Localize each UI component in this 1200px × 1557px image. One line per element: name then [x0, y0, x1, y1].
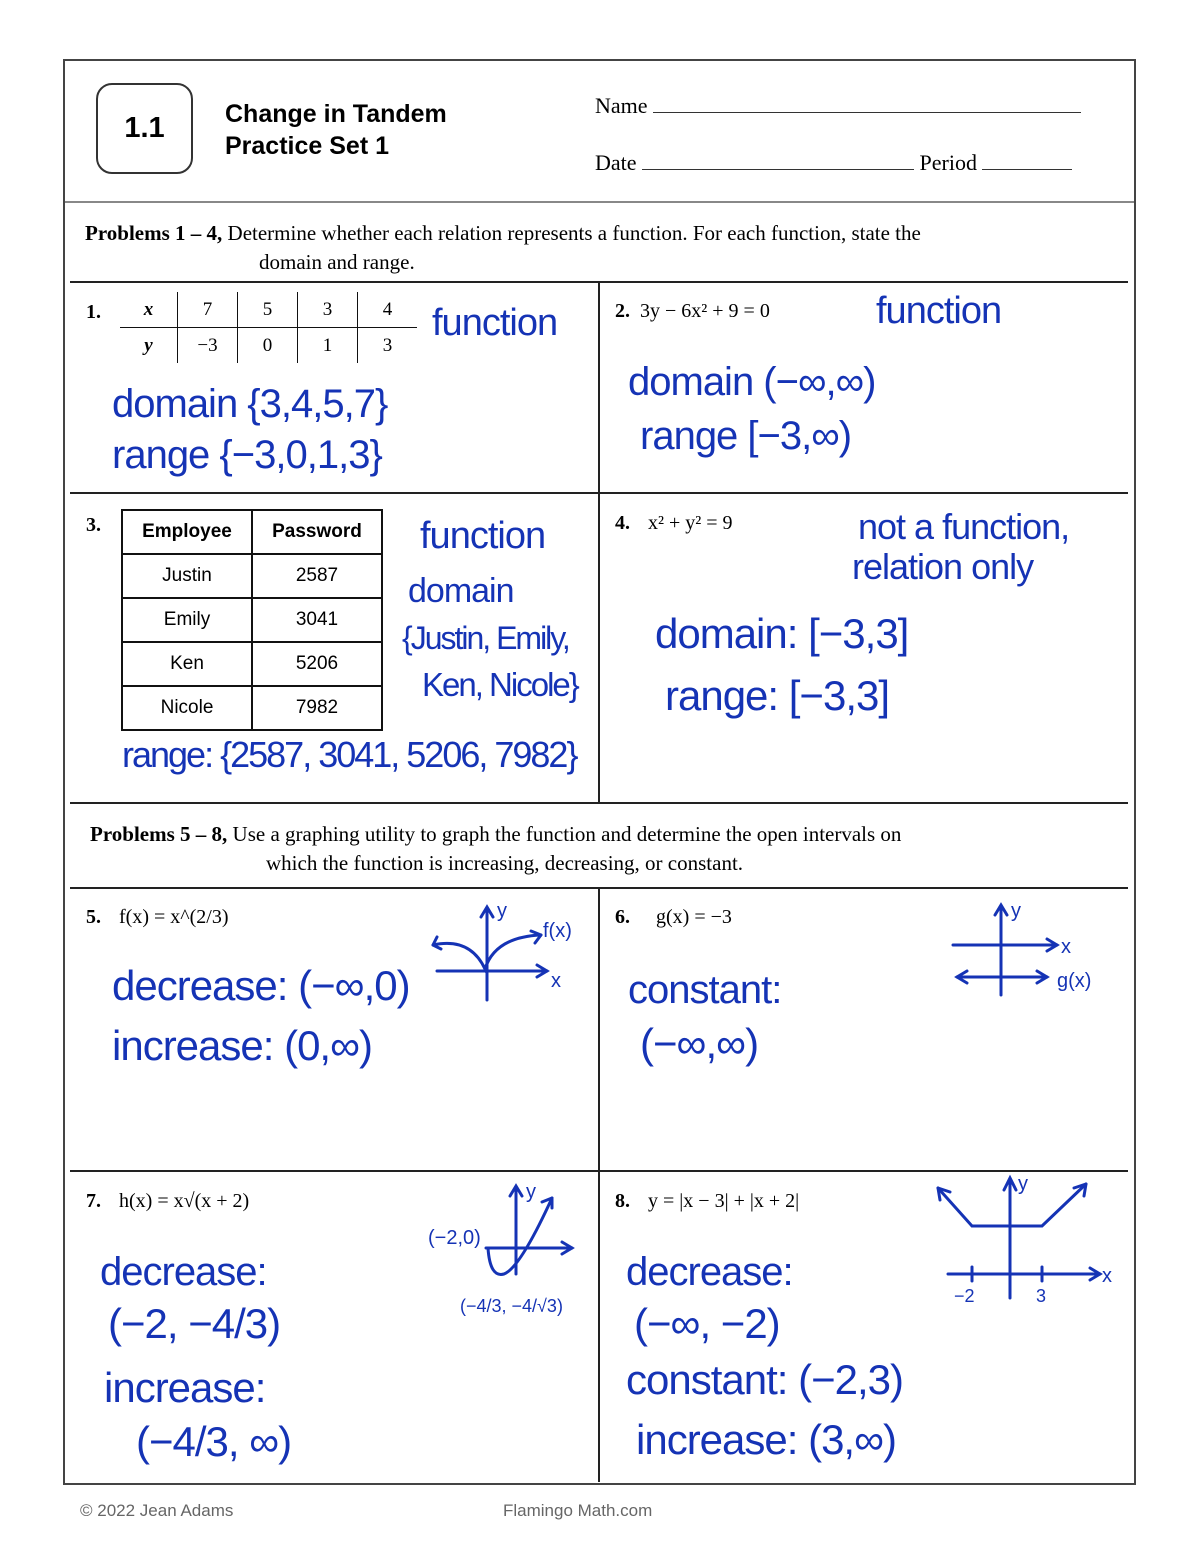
problem6-line1: constant: [628, 968, 782, 1012]
period-label: Period [919, 150, 977, 175]
x-cell: 4 [358, 292, 418, 328]
y-cell: 0 [238, 328, 298, 364]
problem4-answer-line1: not a function, [858, 506, 1070, 547]
problem4-equation: x² + y² = 9 [648, 512, 733, 534]
lesson-badge [96, 83, 193, 174]
problem2-range: range [−3,∞) [640, 414, 852, 458]
section1-text2: domain and range. [259, 250, 415, 274]
password-cell: 7982 [252, 686, 382, 730]
password-header: Password [252, 510, 382, 554]
problem8-line4: increase: (3,∞) [636, 1416, 897, 1463]
problem3-answer: function [420, 515, 546, 557]
problem5-equation: f(x) = x^(2/3) [119, 906, 229, 928]
problem5-line2: increase: (0,∞) [112, 1022, 373, 1069]
x-cell: 7 [178, 292, 238, 328]
section2-text1: Use a graphing utility to graph the function and determine the open intervals on [232, 822, 902, 846]
name-field[interactable] [595, 93, 1081, 119]
title-line2: Practice Set 1 [225, 132, 389, 160]
header-divider [65, 201, 1134, 203]
problem1-xy-table [120, 292, 417, 363]
problem5-header [86, 906, 229, 929]
problem4-number: 4. [615, 512, 630, 534]
problem2-equation: 3y − 6x² + 9 = 0 [640, 300, 770, 322]
problem7-line3: increase: [104, 1364, 266, 1411]
graph-tick-label-pos: 3 [1036, 1286, 1047, 1306]
problem8-line3: constant: (−2,3) [626, 1356, 903, 1403]
graph-y-label: y [497, 900, 507, 922]
section1-text1: Determine whether each relation represents a function. For each function, state the [227, 221, 921, 245]
problem6-equation: g(x) = −3 [656, 906, 732, 928]
problem8-line1: decrease: [626, 1250, 793, 1294]
password-cell: 2587 [252, 554, 382, 598]
section2-text2: which the function is increasing, decreasing, or constant. [266, 851, 744, 875]
graph-curve [938, 1184, 1086, 1226]
problem7-number: 7. [86, 1190, 101, 1212]
title-line1: Change in Tandem [225, 100, 447, 128]
x-header: x [120, 292, 178, 328]
problem7-line4: (−4/3, ∞) [136, 1418, 292, 1465]
y-cell: 3 [382, 334, 393, 356]
y-cell: 1 [298, 328, 358, 364]
password-cell: 3041 [252, 598, 382, 642]
problem4-domain: domain: [−3,3] [655, 610, 909, 657]
graph-point-label-1: (−2,0) [428, 1227, 481, 1249]
problem7-line1: decrease: [100, 1250, 267, 1294]
graph-point-label-2: (−4/3, −4/√3) [460, 1296, 563, 1316]
problem7-header [86, 1190, 249, 1213]
password-cell: 5206 [252, 642, 382, 686]
employee-cell: Nicole [122, 686, 252, 730]
problem6-graph [945, 895, 1125, 1000]
y-header: y [120, 328, 178, 364]
problem3-number: 3. [86, 514, 101, 536]
problem2-domain: domain (−∞,∞) [628, 360, 876, 404]
section2-instructions [90, 820, 1120, 878]
problem6-header [615, 906, 732, 929]
problem4-header [615, 512, 733, 535]
lesson-number: 1.1 [124, 112, 165, 144]
worksheet-title [225, 98, 447, 162]
problem7-line2: (−2, −4/3) [108, 1300, 281, 1347]
graph-x-label: x [1102, 1265, 1112, 1287]
problem4-answer-line2: relation only [852, 546, 1034, 587]
problem3-domain-line1: {Justin, Emily, [402, 620, 569, 656]
problem2-header [615, 300, 770, 323]
graph-x-label: x [551, 970, 561, 992]
grid-vline-top [598, 281, 600, 804]
graph-x-label: x [1061, 936, 1071, 958]
x-cell: 5 [238, 292, 298, 328]
table-row [122, 554, 382, 598]
x-cell: 3 [298, 292, 358, 328]
graph-y-label: y [1011, 900, 1021, 922]
problem8-number: 8. [615, 1190, 630, 1212]
section2-lead: Problems 5 – 8, [90, 822, 228, 846]
problem8-header [615, 1190, 799, 1213]
problem3-employee-table [121, 509, 383, 731]
section1-instructions [85, 219, 1125, 277]
table-row [122, 642, 382, 686]
period-blank[interactable] [982, 151, 1072, 170]
problem6-number: 6. [615, 906, 630, 928]
problem3-range: range: {2587, 3041, 5206, 7982} [122, 734, 577, 775]
section1-lead: Problems 1 – 4, [85, 221, 223, 245]
problem4-range: range: [−3,3] [665, 672, 890, 719]
problem2-number: 2. [615, 300, 630, 322]
problem3-domain-line2: Ken, Nicole} [422, 666, 578, 703]
graph-curve [488, 1198, 552, 1274]
problem5-graph [425, 895, 595, 1005]
problem1-number: 1. [86, 301, 101, 323]
problem5-line1: decrease: (−∞,0) [112, 962, 410, 1009]
problem3-domain-label: domain [408, 572, 514, 610]
name-blank[interactable] [653, 94, 1081, 113]
table-row [122, 686, 382, 730]
problem7-equation: h(x) = x√(x + 2) [119, 1190, 250, 1212]
problem2-answer: function [876, 290, 1002, 332]
problem7-graph [424, 1178, 596, 1338]
problem5-number: 5. [86, 906, 101, 928]
problem6-line2: (−∞,∞) [640, 1020, 759, 1067]
problem1-range: range {−3,0,1,3} [112, 433, 382, 477]
graph-y-label: y [526, 1181, 536, 1203]
problem1-answer: function [432, 302, 558, 344]
grid-vline-bottom [598, 887, 600, 1482]
employee-cell: Justin [122, 554, 252, 598]
name-label: Name [595, 93, 648, 118]
y-cell: −3 [178, 328, 238, 364]
date-field[interactable] [595, 150, 1072, 176]
date-label: Date [595, 150, 637, 175]
problem8-line2: (−∞, −2) [634, 1300, 780, 1347]
employee-header: Employee [122, 510, 252, 554]
problem1-domain: domain {3,4,5,7} [112, 382, 388, 426]
graph-y-label: y [1018, 1173, 1028, 1195]
graph-g-label: g(x) [1057, 970, 1092, 992]
employee-cell: Emily [122, 598, 252, 642]
problem8-equation: y = |x − 3| + |x + 2| [648, 1190, 800, 1212]
problem8-graph [928, 1170, 1120, 1310]
footer-site: Flamingo Math.com [503, 1501, 653, 1520]
date-blank[interactable] [642, 151, 914, 170]
table-row [122, 598, 382, 642]
graph-f-label: f(x) [543, 920, 572, 942]
employee-cell: Ken [122, 642, 252, 686]
footer-copyright: © 2022 Jean Adams [80, 1501, 234, 1520]
graph-tick-label-neg: −2 [954, 1286, 975, 1306]
